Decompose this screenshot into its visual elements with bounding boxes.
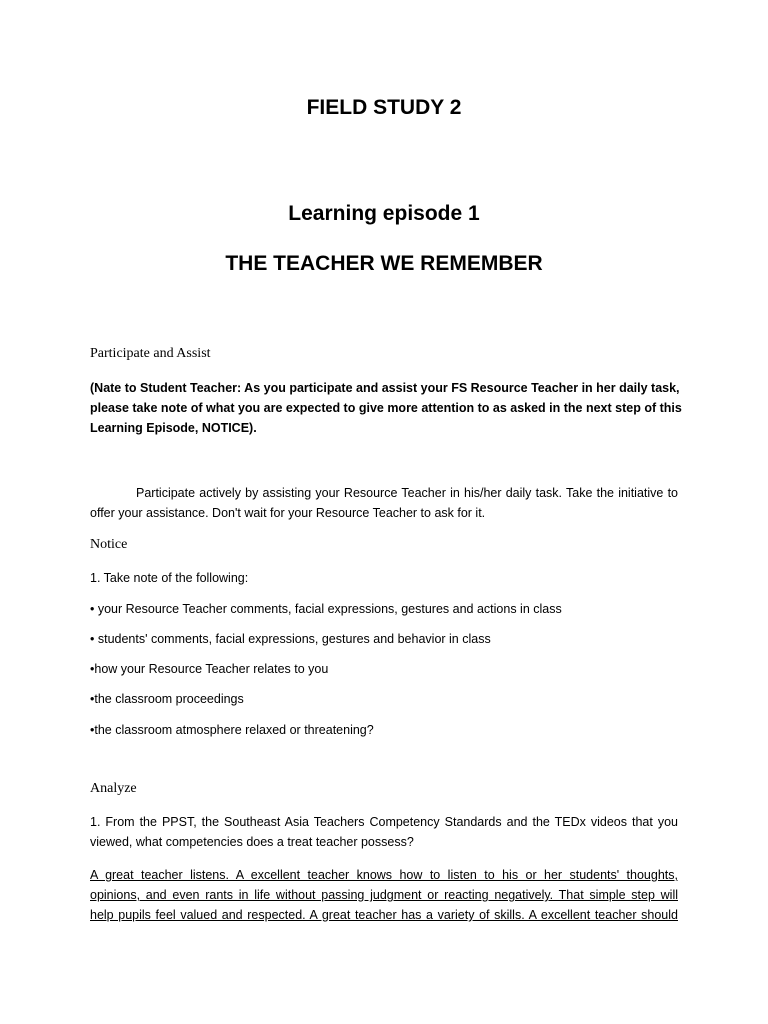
notice-heading: Notice (90, 537, 128, 552)
participate-heading: Participate and Assist (90, 346, 211, 361)
answer-line: help pupils feel valued and respected. A great teacher has a variety of skills. A excellent teacher should (90, 908, 678, 922)
note-line: (Nate to Student Teacher: As you participate and assist your FS Resource Teacher in her daily task, (90, 381, 680, 395)
answer-line: opinions, and even rants in life without passing judgment or reacting negatively. That simple step will (90, 888, 678, 902)
episode-title: Learning episode 1 (288, 202, 480, 225)
notice-item: •the classroom atmosphere relaxed or threatening? (90, 723, 374, 737)
student-teacher-note (90, 378, 682, 438)
episode-subtitle: THE TEACHER WE REMEMBER (225, 252, 543, 275)
participate-paragraph (90, 483, 678, 523)
document-title: FIELD STUDY 2 (306, 96, 462, 119)
paragraph-line: Participate actively by assisting your Resource Teacher in his/her daily task. Take the initiative to (136, 486, 678, 500)
paragraph-line: offer your assistance. Don't wait for your Resource Teacher to ask for it. (90, 506, 486, 520)
note-line: Learning Episode, NOTICE). (90, 421, 257, 435)
question-line: 1. From the PPST, the Southeast Asia Teachers Competency Standards and the TEDx videos that you (90, 815, 678, 829)
note-line: please take note of what you are expected to give more attention to as asked in the next step of this (90, 401, 682, 415)
notice-item: •the classroom proceedings (90, 692, 244, 706)
question-line: viewed, what competencies does a treat teacher possess? (90, 835, 414, 849)
notice-intro: 1. Take note of the following: (90, 571, 249, 585)
notice-item: •how your Resource Teacher relates to you (90, 662, 329, 676)
analyze-question (90, 812, 678, 852)
analyze-heading: Analyze (90, 781, 137, 796)
analyze-answer (90, 865, 678, 925)
answer-line: A great teacher listens. A excellent teacher knows how to listen to his or her students' thoughts, (90, 868, 678, 882)
notice-item: • your Resource Teacher comments, facial expressions, gestures and actions in class (90, 602, 562, 616)
notice-item: • students' comments, facial expressions, gestures and behavior in class (90, 632, 491, 646)
